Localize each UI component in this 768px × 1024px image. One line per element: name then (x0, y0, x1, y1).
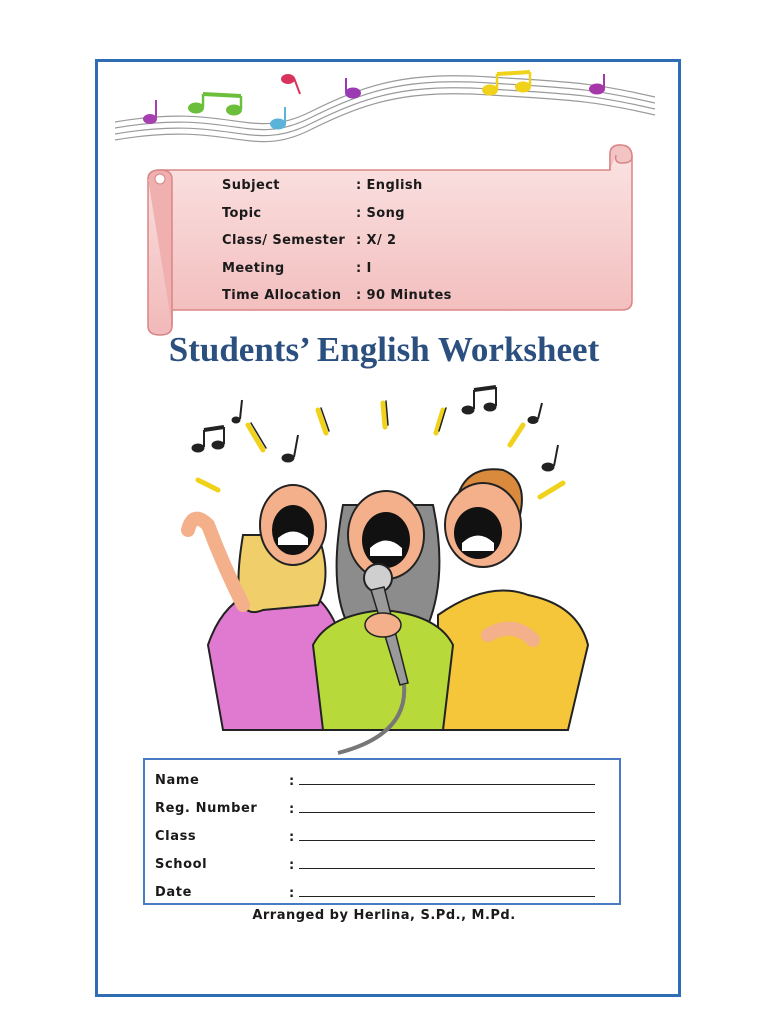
form-field-blank-line[interactable] (299, 772, 595, 785)
form-field-colon: : (289, 773, 295, 789)
lesson-info-label: Class/ Semester (222, 233, 346, 249)
student-details-form (143, 758, 621, 905)
form-field-blank-line[interactable] (299, 800, 595, 813)
lesson-info-row (222, 200, 452, 228)
lesson-info-value: : English (356, 178, 423, 194)
lesson-info-value: : I (356, 260, 372, 276)
lesson-info-label: Meeting (222, 260, 285, 276)
lesson-info-row (222, 282, 452, 310)
form-field-colon: : (289, 885, 295, 901)
singing-children-illustration (168, 385, 600, 757)
lesson-info-label: Topic (222, 205, 262, 221)
form-row (155, 850, 595, 878)
form-field-entry (289, 850, 595, 878)
lesson-info-label: Time Allocation (222, 288, 342, 304)
form-field-blank-line[interactable] (299, 884, 595, 897)
form-field-entry (289, 878, 595, 906)
lesson-info-table (222, 172, 452, 310)
form-field-label: Name (155, 772, 200, 788)
music-staff-decoration (110, 62, 660, 152)
lesson-info-row (222, 227, 452, 255)
form-field-colon: : (289, 801, 295, 817)
lesson-info-label: Subject (222, 178, 280, 194)
form-field-blank-line[interactable] (299, 828, 595, 841)
form-row (155, 878, 595, 906)
form-row (155, 766, 595, 794)
lesson-info-row (222, 255, 452, 283)
form-row (155, 794, 595, 822)
form-field-label: Date (155, 884, 192, 900)
form-row (155, 822, 595, 850)
form-field-entry (289, 794, 595, 822)
form-field-label: Reg. Number (155, 800, 258, 816)
form-field-entry (289, 822, 595, 850)
lesson-info-row (222, 172, 452, 200)
lesson-info-value: : 90 Minutes (356, 288, 452, 304)
form-field-label: School (155, 856, 208, 872)
form-field-blank-line[interactable] (299, 856, 595, 869)
lesson-info-value: : X/ 2 (356, 233, 397, 249)
student-details-table (155, 766, 595, 906)
author-credit: Arranged by Herlina, S.Pd., M.Pd. (252, 908, 516, 923)
form-field-entry (289, 766, 595, 794)
form-field-colon: : (289, 829, 295, 845)
lesson-info-value: : Song (356, 205, 405, 221)
form-field-label: Class (155, 828, 197, 844)
music-note-icon (143, 100, 157, 124)
form-field-colon: : (289, 857, 295, 873)
page-title: Students’ English Worksheet (168, 330, 600, 369)
